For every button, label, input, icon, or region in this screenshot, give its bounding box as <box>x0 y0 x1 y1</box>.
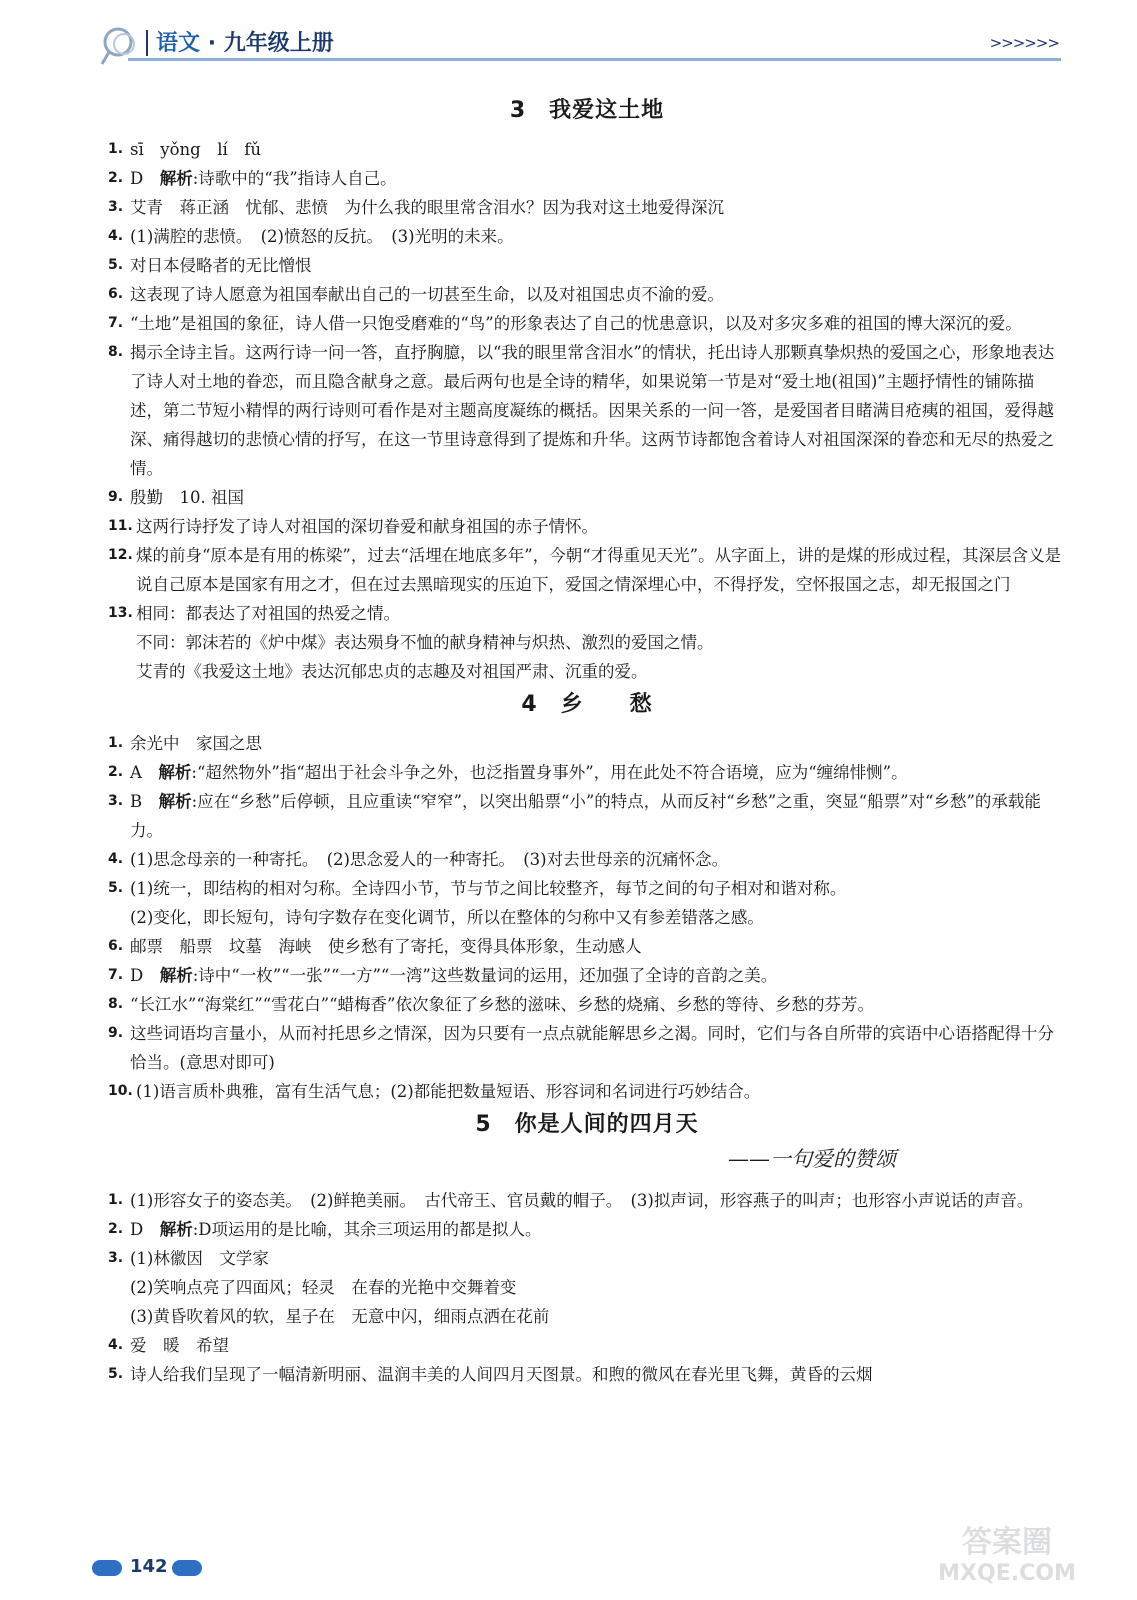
answer-text: 邮票 船票 坟墓 海峡 使乡愁有了寄托，变得具体形象，生动感人 <box>130 937 642 956</box>
answer-item <box>108 932 1066 961</box>
answer-text: (1)思念母亲的一种寄托。 (2)思念爱人的一种寄托。 (3)对去世母亲的沉痛怀念。 <box>130 850 729 869</box>
answer-item <box>108 1186 1066 1215</box>
answer-text: D <box>130 169 160 188</box>
answer-text: 这两行诗抒发了诗人对祖国的深切眷爱和献身祖国的赤子情怀。 <box>136 517 598 536</box>
answer-text: “长江水”“海棠红”“雪花白”“蜡梅香”依次象征了乡愁的滋味、乡愁的烧痛、乡愁的等待、乡愁的芬芳。 <box>130 995 874 1014</box>
answer-number: 1. <box>108 735 124 751</box>
answer-continuation: 艾青的《我爱这土地》表达沉郁忠贞的志趣及对祖国严肃、沉重的爱。 <box>136 662 648 681</box>
page-footer <box>92 1556 292 1582</box>
section-title: 5 你是人间的四月天 <box>475 1112 699 1137</box>
analysis-text: :“超然物外”指“超出于社会斗争之外，也泛指置身事外”，用在此处不符合语境，应为“缠绵悱恻”。 <box>191 763 908 782</box>
answer-number: 9. <box>108 1025 124 1041</box>
header-dot: · <box>207 31 217 56</box>
answer-number: 6. <box>108 938 124 954</box>
answer-number: 1. <box>108 1192 124 1208</box>
analysis-label: 解析 <box>158 792 192 811</box>
answer-item <box>108 1331 1066 1360</box>
answer-content <box>108 92 1066 1389</box>
answer-number: 3. <box>108 793 124 809</box>
answer-number: 8. <box>108 996 124 1012</box>
header-arrows: >>>>>> <box>989 34 1059 52</box>
analysis-text: :诗歌中的“我”指诗人自己。 <box>192 169 397 188</box>
answer-number: 7. <box>108 967 124 983</box>
answer-number: 5. <box>108 1366 124 1382</box>
answer-text: “土地”是祖国的象征，诗人借一只饱受磨难的“鸟”的形象表达了自己的忧患意识，以及对多灾多难的祖国的博大深沉的爱。 <box>130 314 1022 333</box>
answer-text: 艾青 蒋正涵 忧郁、悲愤 为什么我的眼里常含泪水？因为我对这土地爱得深沉 <box>130 198 724 217</box>
answer-number: 11. <box>108 518 133 534</box>
analysis-text: :D项运用的是比喻，其余三项运用的都是拟人。 <box>192 1220 542 1239</box>
answer-number: 5. <box>108 257 124 273</box>
analysis-label: 解析 <box>158 763 192 782</box>
header-grade: 九年级上册 <box>223 31 334 56</box>
analysis-label: 解析 <box>159 169 193 188</box>
answer-number: 6. <box>108 286 124 302</box>
answer-number: 5. <box>108 880 124 896</box>
answer-number: 10. <box>108 1083 133 1099</box>
answer-text: 余光中 家国之思 <box>130 734 262 753</box>
answer-text: (1)形容女子的姿态美。 (2)鲜艳美丽。 古代帝王、官员戴的帽子。 (3)拟声词，形容燕子的叫声；也形容小声说话的声音。 <box>130 1191 1034 1210</box>
page-header <box>0 0 1137 80</box>
watermark-logo <box>907 1518 1107 1588</box>
answer-text: 相同：都表达了对祖国的热爱之情。 <box>136 604 400 623</box>
answer-text: 爱 暖 希望 <box>130 1336 229 1355</box>
answer-number: 7. <box>108 315 124 331</box>
answer-number: 1. <box>108 141 124 157</box>
answer-text: sī yǒng lí fǔ <box>130 140 261 159</box>
footer-pill-right <box>172 1560 202 1576</box>
answer-item <box>108 845 1066 874</box>
answer-item <box>108 599 1066 628</box>
answer-continuation: 不同：郭沫若的《炉中煤》表达殒身不恤的献身精神与炽热、激烈的爱国之情。 <box>136 633 714 652</box>
answer-text: 这表现了诗人愿意为祖国奉献出自己的一切甚至生命，以及对祖国忠贞不渝的爱。 <box>130 285 724 304</box>
answer-item <box>108 222 1066 251</box>
answer-continuation: (2)变化，即长短句，诗句字数存在变化调节，所以在整体的匀称中又有参差错落之感。 <box>130 908 764 927</box>
answer-item <box>108 338 1066 483</box>
answer-number: 4. <box>108 1337 124 1353</box>
answer-item <box>108 135 1066 164</box>
answer-item <box>108 961 1066 990</box>
answer-item <box>108 787 1066 845</box>
header-divider <box>146 30 148 56</box>
answer-text: (1)统一，即结构的相对匀称。全诗四小节，节与节之间比较整齐，每节之间的句子相对和谐对称。 <box>130 879 847 898</box>
analysis-label: 解析 <box>159 966 193 985</box>
analysis-text: :应在“乡愁”后停顿，且应重读“窄窄”，以突出船票“小”的特点，从而反衬“乡愁”之重，突显“船票”对“乡愁”的承载能力。 <box>130 792 1041 840</box>
answer-item <box>108 1244 1066 1273</box>
section-subtitle: ——一句爱的赞颂 <box>728 1147 896 1171</box>
answer-item <box>108 251 1066 280</box>
answer-text: A <box>130 763 159 782</box>
answer-text: (1)语言质朴典雅，富有生活气息；(2)都能把数量短语、形容词和名词进行巧妙结合。 <box>136 1082 761 1101</box>
answer-number: 12. <box>108 547 133 563</box>
answer-text: 殷勤 10. 祖国 <box>130 488 244 507</box>
answer-item <box>108 541 1066 599</box>
answer-item <box>108 1019 1066 1077</box>
answer-number: 3. <box>108 199 124 215</box>
answer-item <box>108 758 1066 787</box>
answer-text: 诗人给我们呈现了一幅清新明丽、温润丰美的人间四月天图景。和煦的微风在春光里飞舞，黄昏的云烟 <box>130 1365 873 1384</box>
analysis-label: 解析 <box>159 1220 193 1239</box>
answer-text: D <box>130 1220 160 1239</box>
answer-number: 9. <box>108 489 124 505</box>
analysis-text: :诗中“一枚”“一张”“一方”“一湾”这些数量词的运用，还加强了全诗的音韵之美。 <box>192 966 778 985</box>
page-number: 142 <box>130 1556 168 1577</box>
answer-text: (1)林徽因 文学家 <box>130 1249 269 1268</box>
section-title: 3 我爱这土地 <box>509 98 665 123</box>
footer-pill-left <box>92 1560 122 1576</box>
answer-continuation: (2)笑响点亮了四面风；轻灵 在春的光艳中交舞着变 <box>130 1278 517 1297</box>
answer-text: B <box>130 792 159 811</box>
answer-text: D <box>130 966 160 985</box>
header-subject: 语文 <box>156 31 201 56</box>
header-rule <box>128 58 1061 61</box>
answer-item <box>108 1360 1066 1389</box>
answer-text: (1)满腔的悲愤。 (2)愤怒的反抗。 (3)光明的未来。 <box>130 227 514 246</box>
answer-item <box>108 729 1066 758</box>
answer-item <box>108 280 1066 309</box>
answer-item <box>108 990 1066 1019</box>
answer-text: 煤的前身“原本是有用的栋梁”，过去“活埋在地底多年”，今朝“才得重见天光”。从字面上，讲的是煤的形成过程，其深层含义是说自己原本是国家有用之才，但在过去黑暗现实的压迫下，爱国之情深埋心中，不得抒发，空怀报国之志，却无报国之门 <box>136 546 1062 594</box>
header-title <box>156 26 334 57</box>
answer-continuation: (3)黄昏吹着风的软，星子在 无意中闪，细雨点洒在花前 <box>130 1307 550 1326</box>
magnifier-icon <box>100 24 144 68</box>
answer-item <box>108 483 1066 512</box>
answer-number: 4. <box>108 851 124 867</box>
answer-item <box>108 1077 1066 1106</box>
answer-number: 2. <box>108 170 124 186</box>
answer-item <box>108 164 1066 193</box>
watermark-line2: MXQE.COM <box>938 1561 1076 1586</box>
answer-item <box>108 193 1066 222</box>
answer-number: 8. <box>108 344 124 360</box>
answer-item <box>108 874 1066 903</box>
answer-number: 2. <box>108 764 124 780</box>
answer-number: 13. <box>108 605 133 621</box>
answer-item <box>108 309 1066 338</box>
watermark-line1: 答案圈 <box>962 1525 1052 1560</box>
answer-item <box>108 512 1066 541</box>
answer-text: 对日本侵略者的无比憎恨 <box>130 256 312 275</box>
section-title: 4 乡 愁 <box>521 692 653 717</box>
answer-item <box>108 1215 1066 1244</box>
answer-number: 2. <box>108 1221 124 1237</box>
answer-number: 3. <box>108 1250 124 1266</box>
answer-text: 揭示全诗主旨。这两行诗一问一答，直抒胸臆，以“我的眼里常含泪水”的情状，托出诗人那颗真挚炽热的爱国之心，形象地表达了诗人对土地的眷恋，而且隐含献身之意。最后两句也是全诗的精华，如果说第一节是对“爱土地(祖国)”主题抒情性的铺陈描述，第二节短小精悍的两行诗则可看作是对主题高度凝练的概括。因果关系的一问一答，是爱国者目睹满目疮痍的祖国，爱得越深、痛得越切的悲愤心情的抒写，在这一节里诗意得到了提炼和升华。这两节诗都饱含着诗人对祖国深深的眷恋和无尽的热爱之情。 <box>130 343 1055 478</box>
answer-number: 4. <box>108 228 124 244</box>
answer-text: 这些词语均言量小，从而衬托思乡之情深，因为只要有一点点就能解思乡之渴。同时，它们与各自所带的宾语中心语搭配得十分恰当。(意思对即可) <box>130 1024 1054 1072</box>
